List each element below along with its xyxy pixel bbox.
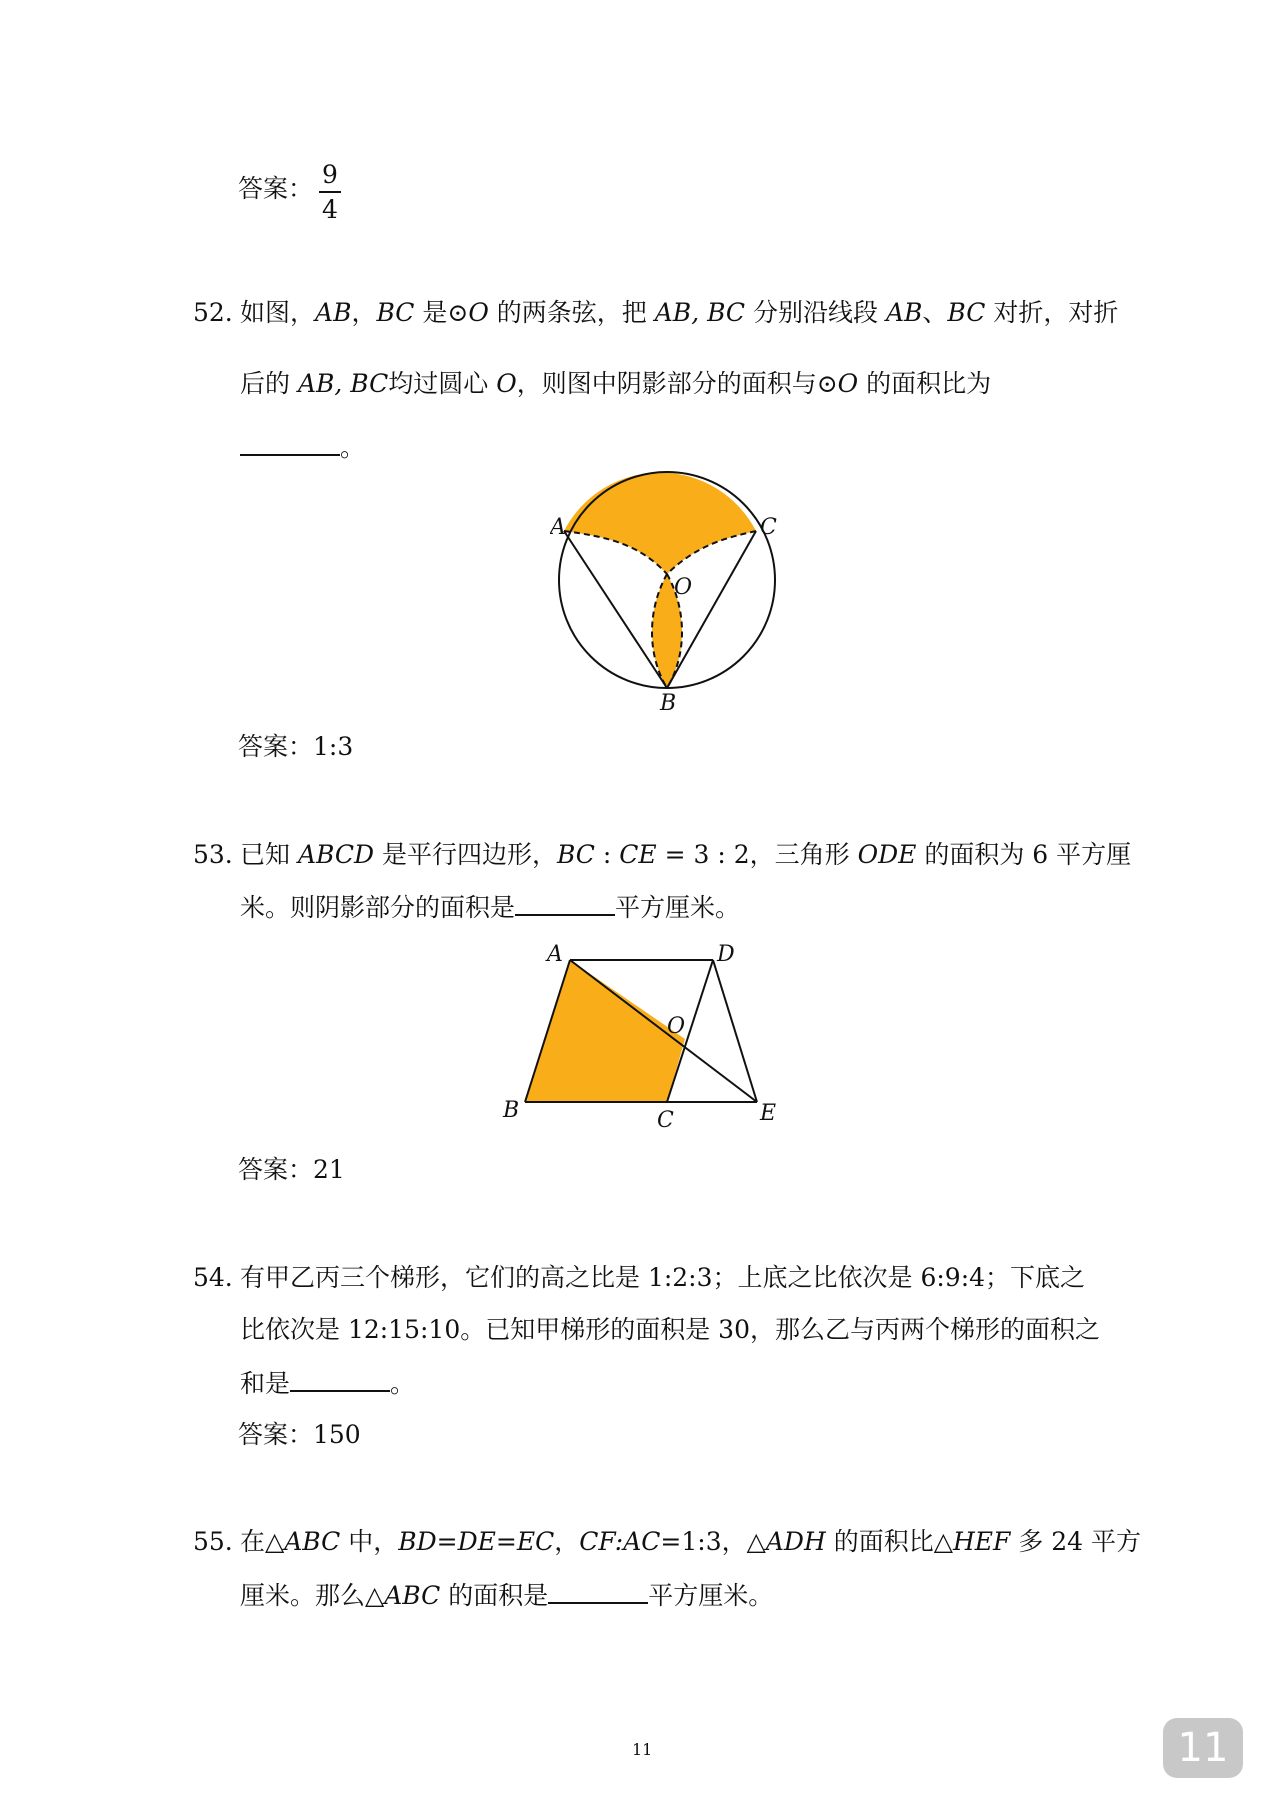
q53-figure xyxy=(495,935,795,1135)
fraction-numerator: 9 xyxy=(322,160,338,189)
q54-answer: 答案：150 xyxy=(238,1420,361,1449)
q53-answer: 答案：21 xyxy=(238,1155,345,1184)
label-d: D xyxy=(717,942,735,967)
q52-number: 52. xyxy=(193,298,233,327)
label-b: B xyxy=(503,1098,520,1123)
answer-blank xyxy=(515,890,615,916)
label-a: A xyxy=(547,942,563,967)
q55-line-1: 在△ABC 中，BD=DE=EC，CF:AC=1:3，△ADH 的面积比△HEF 多 24 平方 xyxy=(240,1527,1141,1556)
q52-figure xyxy=(550,470,790,720)
q52-line-2: 后的 AB, BC均过圆心 O，则图中阴影部分的面积与⊙O 的面积比为 xyxy=(240,369,992,398)
fraction-bar xyxy=(319,191,341,193)
answer-blank xyxy=(240,430,340,456)
q53-line-1: 已知 ABCD 是平行四边形，BC : CE = 3 : 2，三角形 ODE 的面积为 6 平方厘 xyxy=(240,840,1132,869)
q54-line-2: 比依次是 12:15:10。已知甲梯形的面积是 30，那么乙与丙两个梯形的面积之 xyxy=(240,1315,1100,1344)
q55-number: 55. xyxy=(193,1527,233,1556)
page-badge: 11 xyxy=(1163,1718,1243,1778)
answer-blank xyxy=(548,1578,648,1604)
label-o: O xyxy=(667,1014,686,1039)
label-e: E xyxy=(760,1101,777,1126)
label-b: B xyxy=(660,691,677,716)
q55-line-2: 厘米。那么△ABC 的面积是 平方厘米。 xyxy=(240,1578,773,1613)
q53-line-2: 米。则阴影部分的面积是 平方厘米。 xyxy=(240,890,740,925)
q53-number: 53. xyxy=(193,840,233,869)
q52-line-1: 如图，AB，BC 是⊙O 的两条弦，把 AB, BC 分别沿线段 AB、BC 对折，对折 xyxy=(240,298,1119,327)
line-de xyxy=(713,960,757,1102)
answer-prev-label: 答案： xyxy=(238,174,314,203)
q54-number: 54. xyxy=(193,1263,233,1292)
shaded-quadrilateral xyxy=(525,960,685,1102)
label-c: C xyxy=(657,1108,674,1133)
answer-prev-fraction xyxy=(319,160,341,224)
label-c: C xyxy=(760,515,777,540)
answer-blank xyxy=(290,1366,390,1392)
shaded-region-top xyxy=(564,472,756,574)
page-number: 11 xyxy=(632,1740,653,1759)
label-a: A xyxy=(550,515,566,540)
q52-line-3: 。 xyxy=(240,430,365,465)
q54-line-1: 有甲乙丙三个梯形，它们的高之比是 1:2:3；上底之比依次是 6:9:4；下底之 xyxy=(240,1263,1086,1292)
q52-answer: 答案：1:3 xyxy=(238,732,354,761)
label-o: O xyxy=(674,575,693,600)
q54-line-3: 和是 。 xyxy=(240,1366,415,1401)
fraction-denominator: 4 xyxy=(322,195,338,224)
